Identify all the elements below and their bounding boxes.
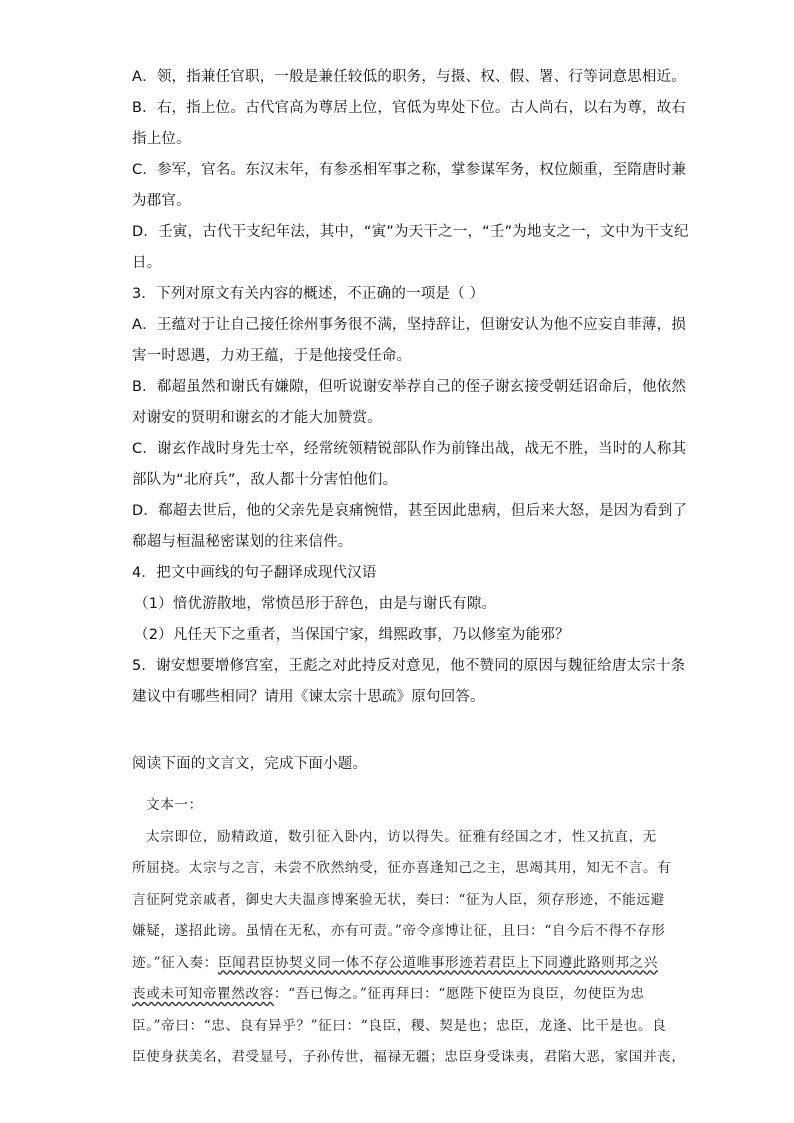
text-one-line: 太宗即位，励精政道，数引征入卧内，访以得失。征雅有经国之才，性又抗直，无 [146,828,657,845]
question-5-line: 建议中有哪些相同？请用《谏太宗十思疏》原句回答。 [132,689,485,705]
q4-item-1: （1）愔优游散地，常愤邑形于辞色，由是与谢氏有隙。 [134,596,497,612]
question-4 [132,558,664,651]
option-c-line: C．参军，官名。东汉末年，有参丞相军事之称，掌参谋军务，权位颇重，至隋唐时兼 [132,162,687,178]
reading-intro: 阅读下面的文言文，完成下面小题。 [132,756,368,772]
text-one-line: 臣。”帝曰：“忠、良有异乎？”征曰：“良臣，稷、契是也；忠臣，龙逢、比干是也。良 [132,1017,667,1034]
question-5-line: 5．谢安想要增修宫室，王彪之对此持反对意见，他不赞同的原因与魏征给唐太宗十条 [132,658,686,674]
text-one-line: 言征阿党亲戚者，御史大夫温彦博案验无状，奏曰：“征为人臣，须存形迹，不能远避 [132,891,665,908]
text-one-segment: 迹。”征入奏： [132,954,218,971]
q3-line: 对谢安的贤明和谢玄的才能大加赞赏。 [132,410,382,426]
q3-line: 害一时恩遇，力劝王蕴，于是他接受任命。 [132,348,412,364]
q3-line: B．郗超虽然和谢氏有嫌隙，但听说谢安举荐自己的侄子谢玄接受朝廷诏命后，他依然 [132,379,687,395]
option-d-line-cont: 日。 [132,255,162,271]
question-5 [132,651,686,713]
underlined-sentence: 臣闻君臣协契义同一体不存公道唯事形迹若君臣上下同遵此路则邦之兴 [217,954,658,971]
text-one-line-underlined [132,948,664,980]
text-one-segment: ：“吾已悔之。”征再拜曰：“愿陛下使臣为良臣，勿使臣为忠 [273,986,645,1002]
q3-line: 郗超与桓温秘密谋划的往来信件。 [132,534,353,550]
q3-line: C．谢玄作战时身先士卒，经常统领精锐部队作为前锋出战，战无不胜，当时的人称其 [132,441,687,457]
q3-line: D．郗超去世后，他的父亲先是哀痛惋惜，甚至因此患病，但后来大怒，是因为看到了 [132,503,688,519]
text-one-line: 所屈挠。太宗与之言，未尝不欣然纳受，征亦喜逢知己之主，思竭其用，知无不言。有 [132,860,672,876]
text-one-title: 文本一： [146,797,203,813]
question-4-stem: 4．把文中画线的句子翻译成现代汉语 [132,565,377,581]
q4-item-2: （2）凡任天下之重者，当保国宁家，缉熙政事，乃以修室为能邪？ [134,627,570,643]
option-b-line: B．右，指上位。古代官高为尊居上位，官低为卑处下位。古人尚右，以右为尊，故右 [132,100,687,116]
text-one [132,790,686,1074]
question-3-stem: 3．下列对原文有关内容的概述，不正确的一项是（ ） [132,286,485,302]
underlined-sentence: 丧或未可知帝瞿然改容 [132,986,274,1002]
option-d-line: D．壬寅，古代干支纪年法，其中，“寅”为天干之一，“壬”为地支之一，文中为干支纪 [132,224,689,240]
option-c-line-cont: 为郡官。 [132,193,191,209]
option-b-line-cont: 指上位。 [132,131,191,147]
q3-line: 部队为“北府兵”，敌人都十分害怕他们。 [132,472,398,488]
q2-options [132,62,689,279]
document-content [132,62,689,1074]
text-one-line-underlined [132,979,664,1011]
text-one-line: 臣使身获美名，君受显号，子孙传世，福禄无疆；忠臣身受诛夷，君陷大恶，家国并丧， [132,1049,686,1065]
section-gap [132,713,664,749]
q3-line: A．王蕴对于让自己接任徐州事务很不满，坚持辞让，但谢安认为他不应妄自菲薄，损 [132,317,687,333]
option-a-line: A．领，指兼任官职，一般是兼任较低的职务，与摄、权、假、署、行等词意思相近。 [132,69,687,85]
text-one-line: 嫌疑，遂招此谤。虽情在无私，亦有可责。”帝令彦博让征，且曰：“自今后不得不存形 [132,923,666,939]
question-3 [132,279,688,558]
